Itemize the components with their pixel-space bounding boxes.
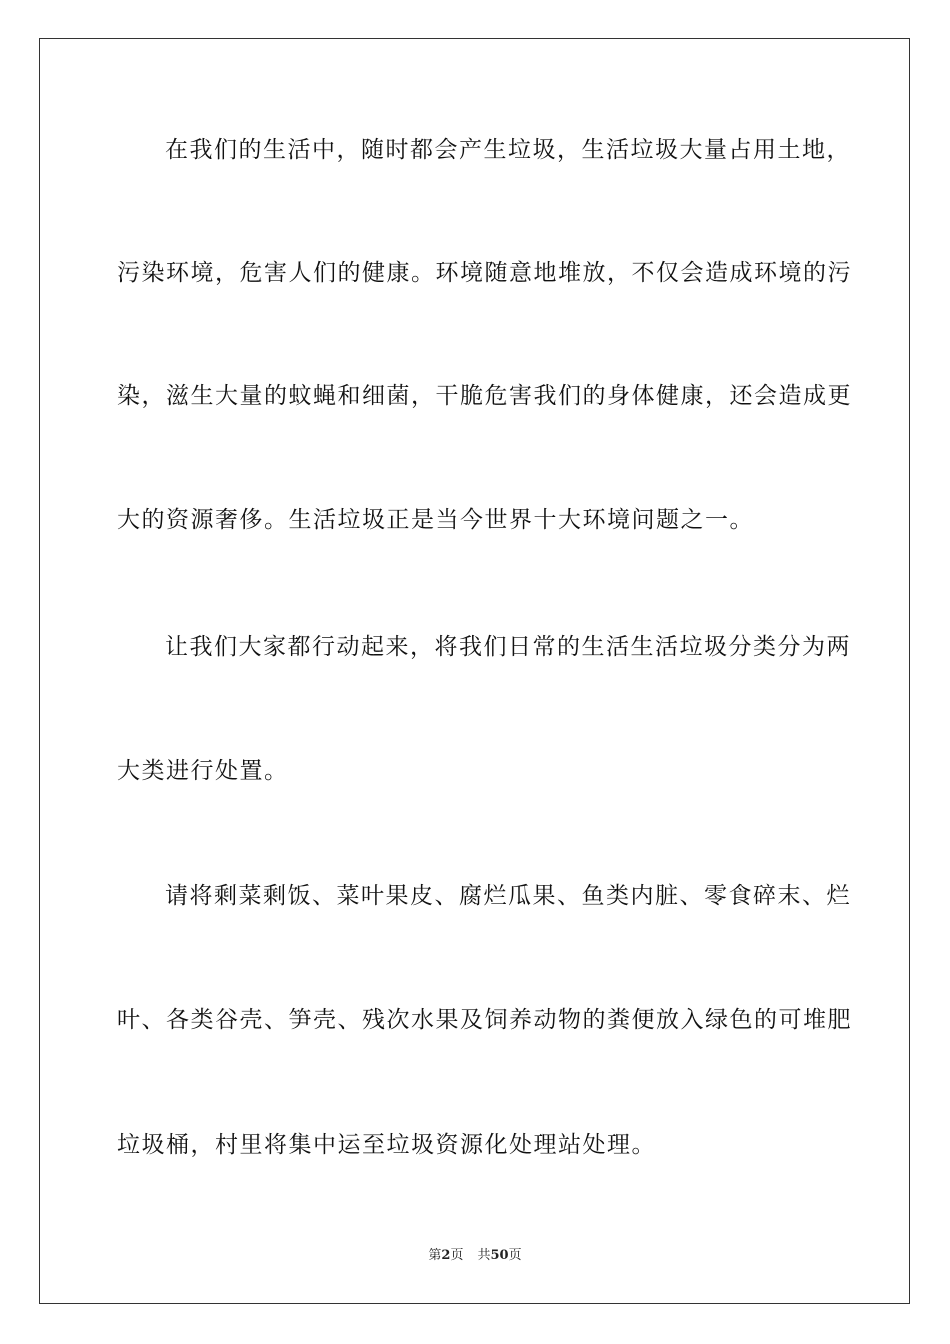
page-number: 2 bbox=[441, 1248, 451, 1263]
paragraph-1-line-2: 污染环境，危害人们的健康。环境随意地堆放，不仅会造成环境的污 bbox=[117, 260, 852, 286]
paragraph-1-line-3: 染，滋生大量的蚊蝇和细菌，干脆危害我们的身体健康，还会造成更 bbox=[117, 383, 852, 409]
page-footer bbox=[0, 1247, 950, 1265]
paragraph-2-line-2: 大类进行处置。 bbox=[117, 758, 289, 784]
paragraph-3-line-3: 垃圾桶，村里将集中运至垃圾资源化处理站处理。 bbox=[117, 1132, 656, 1158]
page-suffix: 页 bbox=[450, 1248, 464, 1263]
total-suffix: 页 bbox=[508, 1248, 522, 1263]
paragraph-1-line-4: 大的资源奢侈。生活垃圾正是当今世界十大环境问题之一。 bbox=[117, 507, 754, 533]
paragraph-3-line-2: 叶、各类谷壳、笋壳、残次水果及饲养动物的粪便放入绿色的可堆肥 bbox=[117, 1007, 852, 1033]
page-prefix: 第 bbox=[428, 1248, 442, 1263]
total-prefix: 共 bbox=[477, 1248, 491, 1263]
paragraph-2-line-1: 让我们大家都行动起来，将我们日常的生活生活垃圾分类分为两 bbox=[165, 634, 851, 660]
page-border bbox=[39, 38, 910, 1304]
total-pages: 50 bbox=[490, 1248, 509, 1263]
paragraph-3-line-1: 请将剩菜剩饭、菜叶果皮、腐烂瓜果、鱼类内脏、零食碎末、烂 bbox=[165, 883, 851, 909]
paragraph-1-line-1: 在我们的生活中，随时都会产生垃圾，生活垃圾大量占用土地， bbox=[165, 137, 851, 163]
